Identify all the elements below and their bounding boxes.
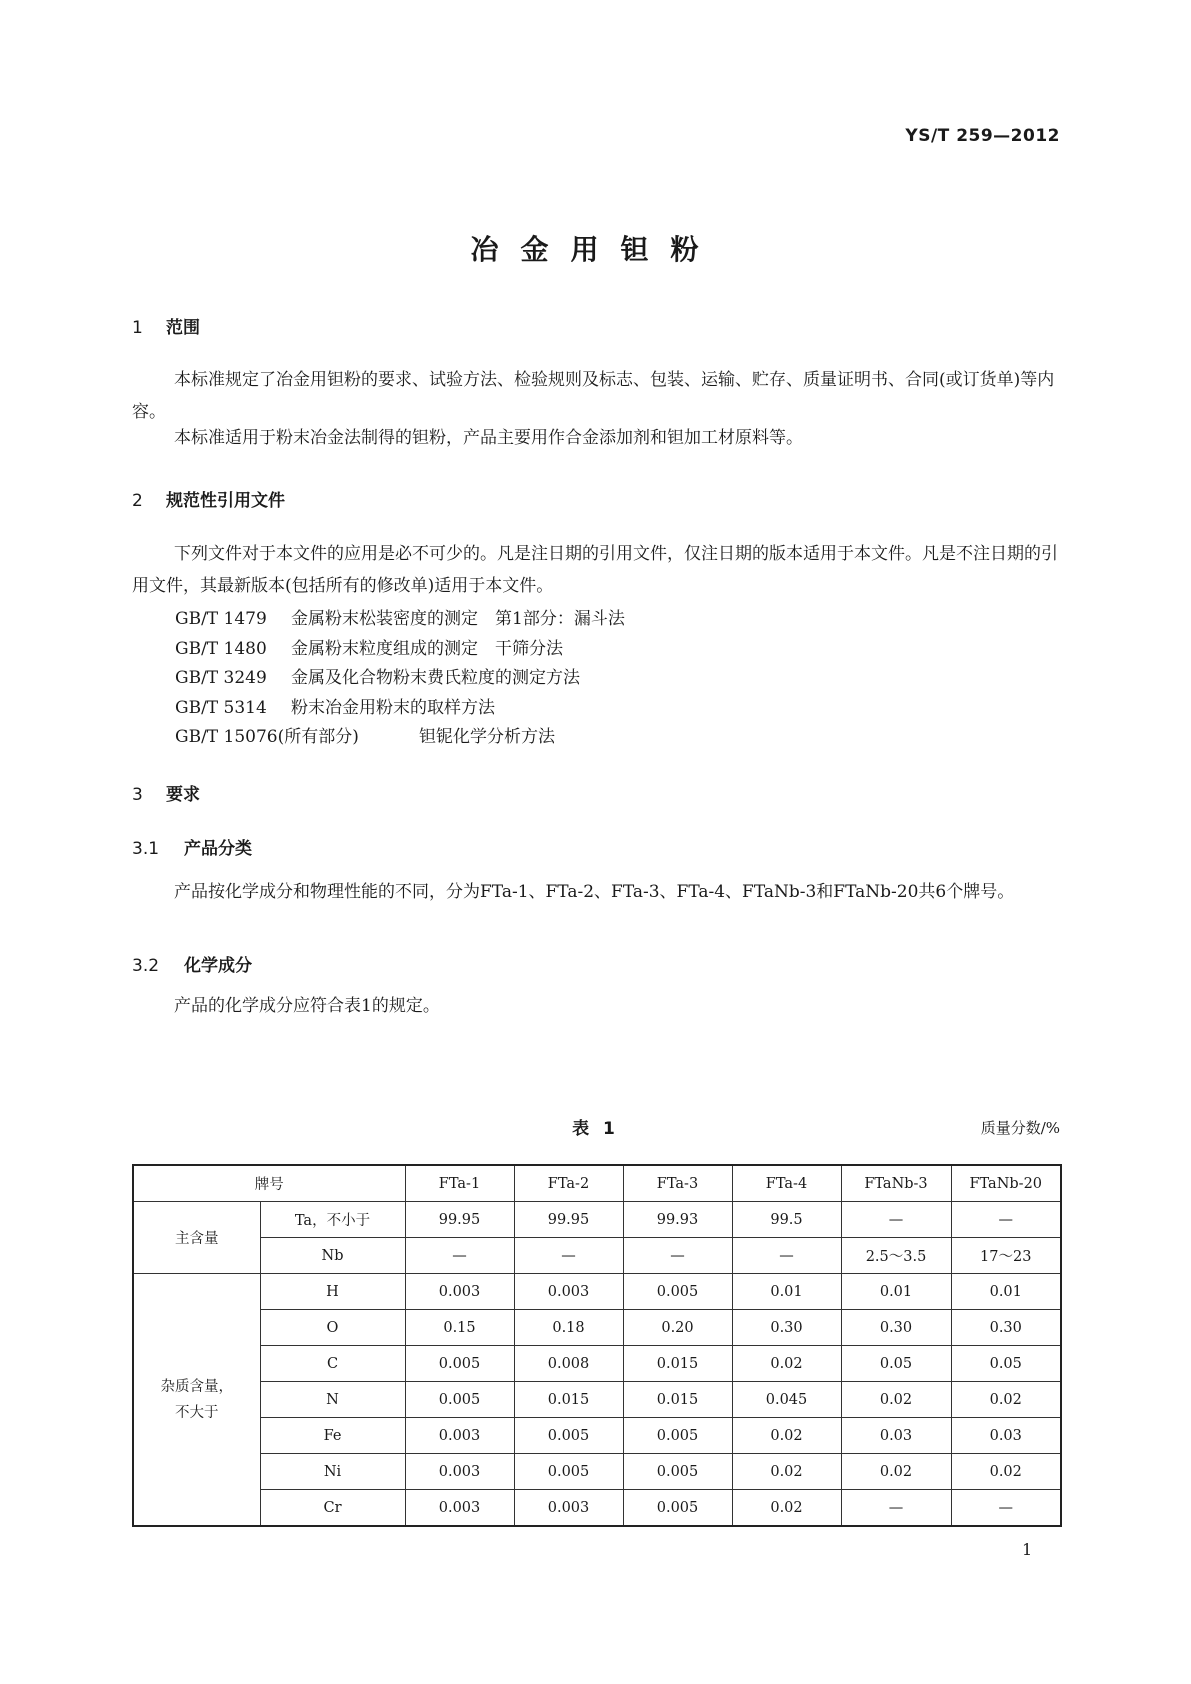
- table-cell: 17～23: [951, 1238, 1061, 1274]
- element-label: N: [260, 1382, 405, 1418]
- table-cell: 0.003: [405, 1454, 514, 1490]
- section-2-paragraph: 下列文件对于本文件的应用是必不可少的。凡是注日期的引用文件，仅注日期的版本适用于本文件。凡是不注日期的引用文件，其最新版本(包括所有的修改单)适用于本文件。: [132, 544, 1058, 596]
- reference-code: GB/T 1479: [175, 609, 267, 629]
- table-cell: —: [841, 1490, 951, 1527]
- table-cell: 0.005: [623, 1454, 732, 1490]
- section-number: 1: [132, 318, 143, 338]
- table-caption: 表 1: [572, 1119, 619, 1139]
- section-1-heading: [132, 313, 200, 338]
- table-cell: 0.02: [732, 1418, 841, 1454]
- reference-item: [175, 663, 580, 688]
- element-label: Ni: [260, 1454, 405, 1490]
- reference-title: 粉末冶金用粉末的取样方法: [291, 698, 495, 718]
- reference-title: 金属及化合物粉末费氏粒度的测定方法: [291, 668, 580, 688]
- subsection-3-2-paragraph: 产品的化学成分应符合表1的规定。: [174, 996, 440, 1016]
- grade-header: FTa-4: [732, 1165, 841, 1202]
- element-label: Fe: [260, 1418, 405, 1454]
- reference-code: GB/T 5314: [175, 698, 267, 718]
- table-cell: 0.015: [623, 1382, 732, 1418]
- section-title: 规范性引用文件: [166, 491, 285, 511]
- table-cell: 99.93: [623, 1202, 732, 1238]
- chemical-composition-table: [132, 1164, 1062, 1527]
- section-number: 2: [132, 491, 143, 511]
- standard-number: YS/T 259—2012: [905, 126, 1060, 146]
- grade-header: FTa-3: [623, 1165, 732, 1202]
- reference-item: [175, 722, 555, 747]
- reference-title: 金属粉末粒度组成的测定 干筛分法: [291, 639, 563, 659]
- table-cell: 0.30: [841, 1310, 951, 1346]
- reference-item: [175, 693, 495, 718]
- group-label: 主含量: [133, 1202, 260, 1274]
- reference-code: GB/T 15076(所有部分): [175, 727, 359, 747]
- section-2-heading: [132, 486, 285, 511]
- grade-header: FTa-2: [514, 1165, 623, 1202]
- table-cell: 0.30: [951, 1310, 1061, 1346]
- table-row: [133, 1274, 1061, 1310]
- table-cell: 0.003: [514, 1490, 623, 1527]
- grade-header: FTaNb-20: [951, 1165, 1061, 1202]
- element-label: H: [260, 1274, 405, 1310]
- table-header-row: [133, 1165, 1061, 1202]
- table-cell: 0.005: [623, 1418, 732, 1454]
- table-cell: 0.005: [514, 1418, 623, 1454]
- grade-header: FTa-1: [405, 1165, 514, 1202]
- reference-code: GB/T 3249: [175, 668, 267, 688]
- section-3-heading: [132, 780, 200, 805]
- table-cell: 99.95: [514, 1202, 623, 1238]
- table-cell: 2.5～3.5: [841, 1238, 951, 1274]
- table-cell: 0.02: [841, 1382, 951, 1418]
- subsection-3-1-paragraph: 产品按化学成分和物理性能的不同，分为FTa-1、FTa-2、FTa-3、FTa-4、FTaNb-3和FTaNb-20共6个牌号。: [174, 882, 1015, 902]
- table-row: [133, 1202, 1061, 1238]
- page-number: 1: [1022, 1540, 1033, 1559]
- subsection-3-2-heading: [132, 951, 252, 976]
- element-label: Ta，不小于: [260, 1202, 405, 1238]
- section-number: 3: [132, 785, 143, 805]
- reference-code: GB/T 1480: [175, 639, 267, 659]
- table-cell: 0.008: [514, 1346, 623, 1382]
- section-1-paragraph-1: 本标准规定了冶金用钽粉的要求、试验方法、检验规则及标志、包装、运输、贮存、质量证明书、合同(或订货单)等内容。: [132, 370, 1055, 422]
- grade-header: FTaNb-3: [841, 1165, 951, 1202]
- table-cell: 0.01: [732, 1274, 841, 1310]
- table-cell: 0.30: [732, 1310, 841, 1346]
- reference-item: [175, 634, 563, 659]
- table-unit: 质量分数/%: [980, 1119, 1060, 1137]
- subsection-title: 产品分类: [184, 839, 252, 859]
- table-cell: 0.05: [951, 1346, 1061, 1382]
- table-cell: 0.15: [405, 1310, 514, 1346]
- table-cell: 0.005: [405, 1382, 514, 1418]
- table-row: [133, 1382, 1061, 1418]
- table-cell: 0.02: [732, 1490, 841, 1527]
- table-cell: 0.02: [732, 1454, 841, 1490]
- table-cell: 0.01: [841, 1274, 951, 1310]
- section-title: 要求: [166, 785, 200, 805]
- table-row: [133, 1454, 1061, 1490]
- table-cell: 0.18: [514, 1310, 623, 1346]
- table-cell: 0.003: [514, 1274, 623, 1310]
- table-cell: 0.015: [623, 1346, 732, 1382]
- table-cell: 0.20: [623, 1310, 732, 1346]
- group-label-line-2: 不大于: [175, 1404, 219, 1421]
- table-cell: —: [514, 1238, 623, 1274]
- table-cell: —: [951, 1202, 1061, 1238]
- table-cell: 0.02: [951, 1454, 1061, 1490]
- table-cell: 0.03: [841, 1418, 951, 1454]
- table-cell: 0.005: [623, 1274, 732, 1310]
- table-cell: 0.005: [623, 1490, 732, 1527]
- element-label: Nb: [260, 1238, 405, 1274]
- document-title: 冶金用钽粉: [470, 233, 721, 266]
- group-label: [133, 1274, 260, 1527]
- subsection-number: 3.1: [132, 839, 160, 859]
- table-cell: 0.02: [732, 1346, 841, 1382]
- table-cell: 0.02: [951, 1382, 1061, 1418]
- reference-title: 金属粉末松装密度的测定 第1部分：漏斗法: [291, 609, 625, 629]
- table-cell: —: [951, 1490, 1061, 1527]
- table-cell: 0.003: [405, 1418, 514, 1454]
- element-label: C: [260, 1346, 405, 1382]
- table-cell: 0.003: [405, 1274, 514, 1310]
- table-row: [133, 1310, 1061, 1346]
- subsection-number: 3.2: [132, 956, 160, 976]
- subsection-3-1-heading: [132, 834, 252, 859]
- table-cell: 0.005: [405, 1346, 514, 1382]
- table-cell: 99.95: [405, 1202, 514, 1238]
- reference-title: 钽铌化学分析方法: [419, 727, 555, 747]
- group-label-line-1: 杂质含量，: [160, 1378, 233, 1395]
- table-cell: —: [732, 1238, 841, 1274]
- table-cell: 0.02: [841, 1454, 951, 1490]
- table-cell: 0.01: [951, 1274, 1061, 1310]
- table-row: [133, 1418, 1061, 1454]
- subsection-title: 化学成分: [184, 956, 252, 976]
- table-cell: —: [405, 1238, 514, 1274]
- table-cell: 0.005: [514, 1454, 623, 1490]
- reference-item: [175, 604, 625, 629]
- table-cell: —: [623, 1238, 732, 1274]
- section-title: 范围: [166, 318, 200, 338]
- header-cell: 牌号: [133, 1165, 405, 1202]
- element-label: O: [260, 1310, 405, 1346]
- table-row: [133, 1346, 1061, 1382]
- table-cell: 0.003: [405, 1490, 514, 1527]
- table-row: [133, 1238, 1061, 1274]
- section-1-paragraph-2: 本标准适用于粉末冶金法制得的钽粉，产品主要用作合金添加剂和钽加工材原料等。: [174, 428, 803, 448]
- table-cell: —: [841, 1202, 951, 1238]
- table-cell: 0.045: [732, 1382, 841, 1418]
- table-cell: 0.015: [514, 1382, 623, 1418]
- element-label: Cr: [260, 1490, 405, 1527]
- table-cell: 0.03: [951, 1418, 1061, 1454]
- table-cell: 0.05: [841, 1346, 951, 1382]
- table-row: [133, 1490, 1061, 1527]
- table-cell: 99.5: [732, 1202, 841, 1238]
